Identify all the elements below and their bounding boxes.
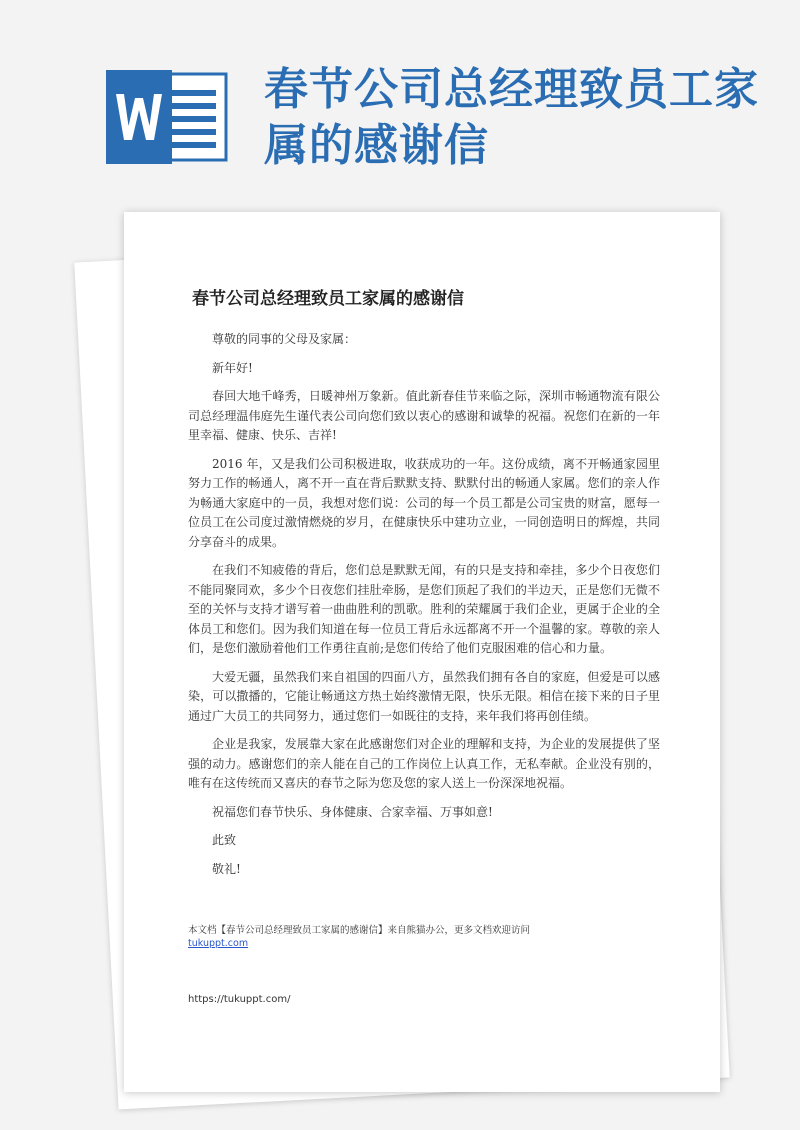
document-body: [188, 330, 660, 888]
wishes: 祝福您们春节快乐、身体健康、合家幸福、万事如意!: [212, 804, 493, 819]
document-page: [124, 212, 720, 1092]
salutation: 尊敬的同事的父母及家属：: [212, 332, 357, 346]
source-footnote: [188, 924, 530, 950]
paragraph-3: 在我们不知疲倦的背后，您们总是默默无闻，有的只是支持和牵挂，多少个日夜您们不能同聚同欢，多少个日夜您们挂肚牵肠，是您们顶起了我们的半边天，正是您们无微不至的关怀与支持才谱写着一曲曲胜利的凯歌。胜利的荣耀属于我们企业，更属于企业的全体员工和您们。因为我们知道在每一位员工背后永远都离不开一个温馨的家。尊敬的亲人们，是您们激励着他们工作勇往直前;是您们传给了他们克服困难的信心和力量。: [188, 563, 660, 655]
paragraph-1: 春回大地千峰秀，日暖神州万象新。值此新春佳节来临之际，深圳市畅通物流有限公司总经理温伟庭先生谨代表公司向您们致以衷心的感谢和诚挚的祝福。祝您们在新的一年里幸福、健康、快乐、吉祥!: [188, 389, 660, 442]
header-banner: [0, 0, 800, 200]
paragraph-5: 企业是我家，发展靠大家在此感谢您们对企业的理解和支持，为企业的发展提供了坚强的动力。感谢您们的亲人能在自己的工作岗位上认真工作，无私奉献。企业没有别的，唯有在这传统而又喜庆的春节之际为您及您的家人送上一份深深地祝福。: [188, 737, 660, 790]
closing-line-2: 敬礼!: [212, 861, 241, 876]
word-document-icon: [104, 70, 228, 164]
paragraph-2: 2016 年，又是我们公司积极进取，收获成功的一年。这份成绩，离不开畅通家园里努力工作的畅通人，离不开一直在背后默默支持、默默付出的畅通人家属。您们的亲人作为畅通大家庭中的一员，我想对您们说：公司的每一个员工都是公司宝贵的财富，愿每一位员工在公司度过激情燃烧的岁月，在健康快乐中建功立业，一同创造明日的辉煌，共同分享奋斗的成果。: [188, 456, 660, 549]
paragraph-4: 大爱无疆，虽然我们来自祖国的四面八方，虽然我们拥有各自的家庭，但爱是可以感染，可以撒播的，它能让畅通这方热土始终激情无限，快乐无限。相信在接下来的日子里通过广大员工的共同努力，通过您们一如既往的支持，来年我们将再创佳绩。: [188, 669, 660, 723]
page-title: 春节公司总经理致员工家属的感谢信: [264, 64, 759, 171]
footnote-link[interactable]: tukuppt.com: [188, 938, 249, 949]
closing-line-1: 此致: [212, 833, 237, 847]
footer-url[interactable]: https://tukuppt.com/: [188, 994, 291, 1005]
greeting: 新年好!: [212, 360, 253, 375]
document-title: 春节公司总经理致员工家属的感谢信: [192, 289, 464, 309]
footnote-text: 本文档【春节公司总经理致员工家属的感谢信】来自熊猫办公，更多文档欢迎访问: [188, 925, 531, 936]
